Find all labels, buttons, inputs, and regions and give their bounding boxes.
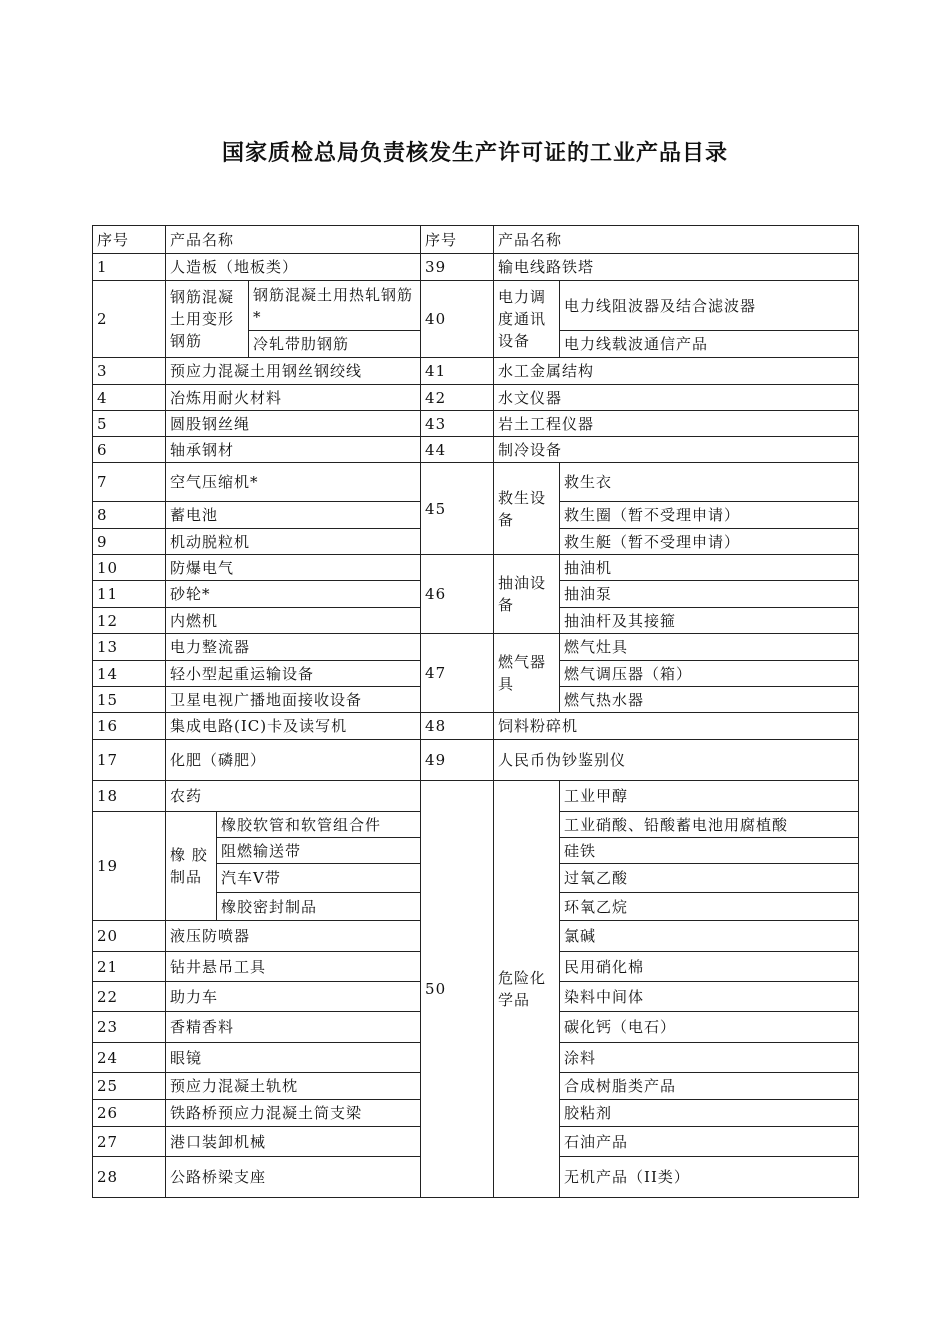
row-number: 5 <box>93 411 166 437</box>
table-row <box>93 281 859 331</box>
product-sub-name: 过氧乙酸 <box>560 864 859 893</box>
product-name: 内燃机 <box>166 608 421 634</box>
row-number: 13 <box>93 634 166 661</box>
product-name: 输电线路铁塔 <box>494 254 859 281</box>
product-sub-name: 燃气灶具 <box>560 634 859 661</box>
table-row <box>93 555 859 581</box>
product-name: 制冷设备 <box>494 437 859 463</box>
product-name: 液压防喷器 <box>166 921 421 952</box>
product-sub-name: 涂料 <box>560 1043 859 1073</box>
table-row <box>93 713 859 740</box>
row-number: 24 <box>93 1043 166 1073</box>
product-name: 预应力混凝土用钢丝钢绞线 <box>166 358 421 385</box>
product-sub-name: 民用硝化棉 <box>560 952 859 982</box>
row-number: 47 <box>421 634 494 713</box>
product-sub-name: 抽油机 <box>560 555 859 581</box>
product-sub-name: 染料中间体 <box>560 982 859 1012</box>
product-name: 电力整流器 <box>166 634 421 661</box>
product-name: 机动脱粒机 <box>166 529 421 555</box>
product-group-name: 钢筋混凝土用变形钢筋 <box>166 281 249 358</box>
table-row <box>93 411 859 437</box>
row-number: 44 <box>421 437 494 463</box>
row-number: 49 <box>421 740 494 781</box>
product-name: 铁路桥预应力混凝土筒支梁 <box>166 1100 421 1127</box>
row-number: 4 <box>93 385 166 411</box>
product-name: 港口装卸机械 <box>166 1127 421 1157</box>
product-name: 防爆电气 <box>166 555 421 581</box>
product-name: 轻小型起重运输设备 <box>166 661 421 687</box>
row-number: 18 <box>93 781 166 812</box>
product-name: 卫星电视广播地面接收设备 <box>166 687 421 713</box>
table-row <box>93 740 859 781</box>
product-sub-name: 氯碱 <box>560 921 859 952</box>
row-number: 21 <box>93 952 166 982</box>
product-sub-name: 无机产品（II类） <box>560 1157 859 1198</box>
product-sub-name: 胶粘剂 <box>560 1100 859 1127</box>
header-number: 序号 <box>93 226 166 254</box>
product-sub-name: 电力线阻波器及结合滤波器 <box>560 281 859 331</box>
product-group-name: 电力调度通讯设备 <box>494 281 560 358</box>
product-name: 人造板（地板类） <box>166 254 421 281</box>
product-name: 岩土工程仪器 <box>494 411 859 437</box>
product-name: 蓄电池 <box>166 502 421 529</box>
product-sub-name: 碳化钙（电石） <box>560 1012 859 1043</box>
product-name: 农药 <box>166 781 421 812</box>
product-group-name: 燃气器具 <box>494 634 560 713</box>
product-name: 人民币伪钞鉴别仪 <box>494 740 859 781</box>
product-name: 眼镜 <box>166 1043 421 1073</box>
product-name: 钻井悬吊工具 <box>166 952 421 982</box>
product-name: 冶炼用耐火材料 <box>166 385 421 411</box>
table-row <box>93 358 859 385</box>
row-number: 14 <box>93 661 166 687</box>
table-row <box>93 781 859 812</box>
row-number: 26 <box>93 1100 166 1127</box>
product-sub-name: 工业硝酸、铅酸蓄电池用腐植酸 <box>560 812 859 838</box>
row-number: 42 <box>421 385 494 411</box>
row-number: 12 <box>93 608 166 634</box>
product-sub-name: 冷轧带肋钢筋 <box>249 331 421 358</box>
row-number: 15 <box>93 687 166 713</box>
product-name: 预应力混凝土轨枕 <box>166 1073 421 1100</box>
row-number: 27 <box>93 1127 166 1157</box>
row-number: 3 <box>93 358 166 385</box>
product-name: 圆股钢丝绳 <box>166 411 421 437</box>
product-name: 饲料粉碎机 <box>494 713 859 740</box>
product-sub-name: 橡胶密封制品 <box>217 893 421 921</box>
product-group-name: 抽油设备 <box>494 555 560 634</box>
product-sub-name: 燃气调压器（箱） <box>560 661 859 687</box>
row-number: 41 <box>421 358 494 385</box>
product-sub-name: 燃气热水器 <box>560 687 859 713</box>
row-number: 43 <box>421 411 494 437</box>
row-number: 10 <box>93 555 166 581</box>
product-sub-name: 抽油杆及其接箍 <box>560 608 859 634</box>
row-number: 45 <box>421 463 494 555</box>
row-number: 8 <box>93 502 166 529</box>
row-number: 25 <box>93 1073 166 1100</box>
product-catalog-table <box>92 225 859 1198</box>
row-number: 17 <box>93 740 166 781</box>
row-number: 6 <box>93 437 166 463</box>
header-product-name-right: 产品名称 <box>494 226 859 254</box>
row-number: 2 <box>93 281 166 358</box>
product-sub-name: 救生圈（暂不受理申请） <box>560 502 859 529</box>
product-sub-name: 阻燃输送带 <box>217 838 421 864</box>
product-group-name: 橡 胶 制品 <box>166 812 217 921</box>
table-row <box>93 634 859 661</box>
row-number: 48 <box>421 713 494 740</box>
table-row <box>93 463 859 502</box>
table-row <box>93 254 859 281</box>
product-sub-name: 电力线载波通信产品 <box>560 331 859 358</box>
row-number: 46 <box>421 555 494 634</box>
row-number: 19 <box>93 812 166 921</box>
row-number: 16 <box>93 713 166 740</box>
header-product-name: 产品名称 <box>166 226 421 254</box>
table-row <box>93 437 859 463</box>
product-sub-name: 汽车V带 <box>217 864 421 893</box>
row-number: 1 <box>93 254 166 281</box>
header-number-right: 序号 <box>421 226 494 254</box>
row-number: 7 <box>93 463 166 502</box>
row-number: 39 <box>421 254 494 281</box>
product-sub-name: 救生艇（暂不受理申请） <box>560 529 859 555</box>
product-sub-name: 环氧乙烷 <box>560 893 859 921</box>
product-sub-name: 石油产品 <box>560 1127 859 1157</box>
row-number: 40 <box>421 281 494 358</box>
row-number: 9 <box>93 529 166 555</box>
product-sub-name: 橡胶软管和软管组合件 <box>217 812 421 838</box>
product-name: 水文仪器 <box>494 385 859 411</box>
product-sub-name: 救生衣 <box>560 463 859 502</box>
product-name: 水工金属结构 <box>494 358 859 385</box>
page-title: 国家质检总局负责核发生产许可证的工业产品目录 <box>221 140 728 166</box>
product-name: 公路桥梁支座 <box>166 1157 421 1198</box>
product-name: 空气压缩机* <box>166 463 421 502</box>
product-sub-name: 工业甲醇 <box>560 781 859 812</box>
row-number: 20 <box>93 921 166 952</box>
product-sub-name: 硅铁 <box>560 838 859 864</box>
product-name: 轴承钢材 <box>166 437 421 463</box>
product-name: 香精香料 <box>166 1012 421 1043</box>
row-number: 23 <box>93 1012 166 1043</box>
row-number: 11 <box>93 581 166 608</box>
product-sub-name: 钢筋混凝土用热轧钢筋* <box>249 281 421 331</box>
row-number: 22 <box>93 982 166 1012</box>
product-group-name: 救生设备 <box>494 463 560 555</box>
row-number: 50 <box>421 781 494 1198</box>
table-row <box>93 385 859 411</box>
product-name: 集成电路(IC)卡及读写机 <box>166 713 421 740</box>
product-group-name: 危险化学品 <box>494 781 560 1198</box>
product-sub-name: 合成树脂类产品 <box>560 1073 859 1100</box>
table-header-row <box>93 226 859 254</box>
product-name: 砂轮* <box>166 581 421 608</box>
product-sub-name: 抽油泵 <box>560 581 859 608</box>
row-number: 28 <box>93 1157 166 1198</box>
product-name: 化肥（磷肥） <box>166 740 421 781</box>
product-name: 助力车 <box>166 982 421 1012</box>
